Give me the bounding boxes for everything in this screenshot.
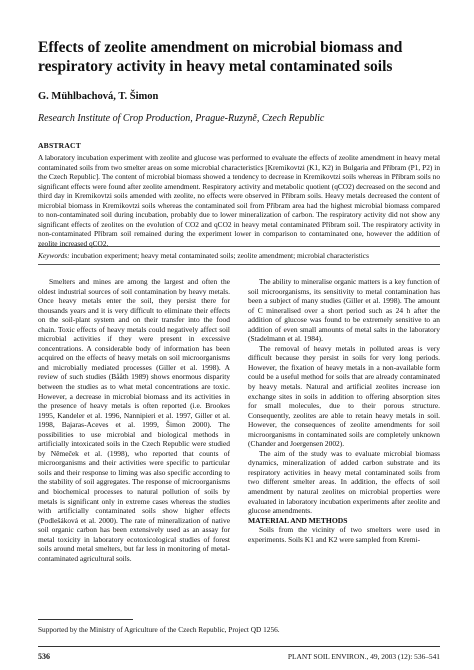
abstract-heading: ABSTRACT — [38, 141, 81, 150]
footer-rule — [38, 646, 440, 647]
intro-paragraph-2: The ability to mineralise organic matters is a key function of soil microorganisms, its sensitivity to metal contamination has been a subject of many studies (Giller et al. 1998). The amount of C mineralised over a short period such as 24 h after the addition of glucose was found to be extremely sensitive to an addition of even small amounts of metal salts in the laboratory (Stadelmann et al. 1984). — [248, 277, 440, 344]
intro-paragraph-3: The removal of heavy metals in polluted areas is very difficult because they persist in soils for very long periods. However, the fixation of heavy metals in a non-available form could be a useful method for soils that are already contaminated by heavy metals. Natural and artificial zeolites increase ion exchange sites in soils in addition to offering absorption sites for small molecules, due to their porous structure. Consequently, zeolites are able to retain heavy metals in soil. However, the consequences of zeolite amendments for soil microorganisms in contaminated soils are completely unknown (Chander and Joergensen 2002). — [248, 343, 440, 449]
keywords-top-rule — [38, 246, 440, 247]
keywords-label: Keywords: — [38, 251, 70, 260]
paper-title: Effects of zeolite amendment on microbial biomass and respiratory activity in heavy metal contaminated soils — [38, 39, 403, 75]
methods-heading: MATERIAL AND METHODS — [248, 515, 348, 525]
funding-footnote: Supported by the Ministry of Agriculture of the Czech Republic, Project QD 1256. — [38, 625, 280, 634]
page-number: 536 — [38, 652, 50, 661]
methods-paragraph-1: Soils from the vicinity of two smelters were used in experiments. Soils K1 and K2 were sampled from Kremi- — [248, 525, 440, 544]
authors: G. Mühlbachová, T. Šimon — [38, 91, 159, 102]
left-column — [38, 277, 230, 563]
keywords-bottom-rule — [38, 264, 440, 265]
intro-paragraph-1: Smelters and mines are among the largest and often the oldest industrial sources of soil contamination by heavy metals. Once heavy metals enter the soil, they persist there for thousands years and it is very difficult to eliminate their effects on the soil-plant system and on their transfer into the food chain. Toxic effects of heavy metals could negatively affect soil microbial activities if they were present in excessive concentrations. A considerable body of information has been acquired on the effects of heavy metals on soil microorganisms and microbially mediated processes (Giller et al. 1998). A review of such studies (Bååth 1989) shows enormous disparity between the studies as to what metal concentrations are toxic. However, a decrease in microbial biomass and its activities in the presence of heavy metals is often reported (i.e. Brookes 1995, Kandeler et al. 1996, Nannipieri et al. 1997, Giller et al. 1998, Bajaras-Aceves et al. 1999, Šimon 2000). The possibilities to use microbial and biological methods in artificially intoxicated soils in the Czech Republic were studied by Němeček et al. (1998), who reported that counts of microorganisms and their activities were specific to particular soils and their response to liming was also specific according to the stability of soil aggregates. The response of microorganisms and biochemical processes to natural pollution of soils by metals is significant only in extreme cases whereas the studies with artificially contaminated soils show higher effects (Podlešáková et al. 2000). The rate of mineralization of native soil organic carbon has been extensively used as an assay for metal toxicity in laboratory ecotoxicological studies of forest soils around metal smelters, but far less in monitoring of metal-contaminated agricultural soils. — [38, 277, 230, 563]
footnote-rule — [38, 619, 133, 620]
keywords — [38, 251, 440, 261]
keywords-text: incubation experiment; heavy metal contaminated soils; zeolite amendment; microbial characteristics — [71, 251, 369, 260]
intro-paragraph-4: The aim of the study was to evaluate microbial biomass dynamics, mineralization of added carbon substrate and its respiratory activities in heavy metal contaminated soils from two different smelter areas. In addition, the effects of soil amendment by natural zeolites on microbial properties were evaluated in laboratory incubation experiments after zeolite and glucose amendments. — [248, 448, 440, 516]
right-column — [248, 277, 440, 544]
abstract-text: A laboratory incubation experiment with zeolite and glucose was performed to evaluate the effects of zeolite amendment in heavy metal contaminated soils from two smelter areas on some microbial characteristics [Kremikovtzi (K1, K2) in Bulgaria and Příbram (P1, P2) in the Czech Republic]. The content of microbial biomass showed a tendency to decrease in Kremikovtzi soils whereas in Příbram soils no significant effects were found after zeolite amendment. Respiratory activity and metabolic quotient (qCO2) decreased on the second and third day in Kremikovtzi soils amended with zeolite, no effects were observed in Příbram soils. Heavy metals decreased the content of microbial biomass in Kremikovtzi soils whereas the contaminated soil from Příbram area had the highest microbial biomass compared to non-contaminated soil during incubation, probably due to lower mineralization of carbon. The respiratory activity did not show any significant effects of zeolites on the evolution of CO2 and qCO2 in heavy metal contaminated Příbram soil. The respiratory activity in non-contaminated Příbram soil remained during the experiment lower in comparison to contaminated one, however the addition of zeolite increased qCO2. — [38, 153, 440, 248]
affiliation: Research Institute of Crop Production, Prague-Ruzyně, Czech Republic — [38, 113, 325, 124]
journal-reference: PLANT SOIL ENVIRON., 49, 2003 (12): 536–541 — [287, 652, 440, 661]
